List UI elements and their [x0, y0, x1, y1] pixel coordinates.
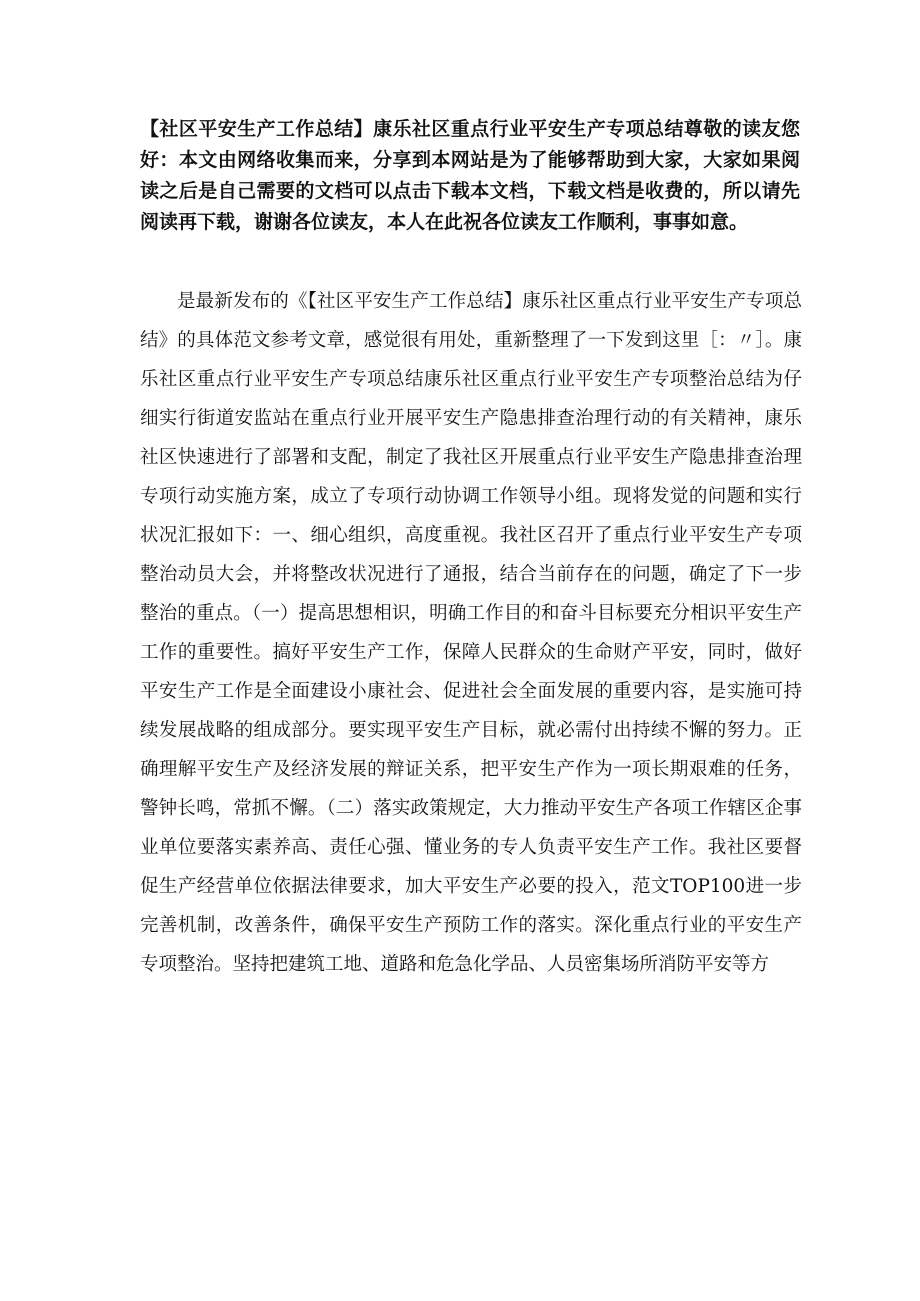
- intro-paragraph: 【社区平安生产工作总结】康乐社区重点行业平安生产专项总结尊敬的读友您好：本文由网络收集而来，分享到本网站是为了能够帮助到大家，大家如果阅读之后是自己需要的文档可以点击下载本文档，下载文档是收费的，所以请先阅读再下载，谢谢各位读友，本人在此祝各位读友工作顺利，事事如意。: [140, 118, 800, 233]
- body-paragraph: 是最新发布的《【社区平安生产工作总结】康乐社区重点行业平安生产专项总结》的具体范文参考文章，感觉很有用处，重新整理了一下发到这里［：〃］。康乐社区重点行业平安生产专项总结康乐社区重点行业平安生产专项整治总结为仔细实行街道安监站在重点行业开展平安生产隐患排查治理行动的有关精神，康乐社区快速进行了部署和支配，制定了我社区开展重点行业平安生产隐患排查治理专项行动实施方案，成立了专项行动协调工作领导小组。现将发觉的问题和实行状况汇报如下：一、细心组织，高度重视。我社区召开了重点行业平安生产专项整治动员大会，并将整改状况进行了通报，结合当前存在的问题，确定了下一步整治的重点。（一）提高思想相识，明确工作目的和奋斗目标要充分相识平安生产工作的重要性。搞好平安生产工作，保障人民群众的生命财产平安，同时，做好平安生产工作是全面建设小康社会、促进社会全面发展的重要内容，是实施可持续发展战略的组成部分。要实现平安生产目标，就必需付出持续不懈的努力。正确理解平安生产及经济发展的辩证关系，把平安生产作为一项长期艰难的任务，警钟长鸣，常抓不懈。（二）落实政策规定，大力推动平安生产各项工作辖区企事业单位要落实素养高、责任心强、懂业务的专人负责平安生产工作。我社区要督促生产经营单位依据法律要求，加大平安生产必要的投入，范文TOP100进一步完善机制，改善条件，确保平安生产预防工作的落实。深化重点行业的平安生产专项整治。坚持把建筑工地、道路和危急化学品、人员密集场所消防平安等方: [140, 291, 802, 975]
